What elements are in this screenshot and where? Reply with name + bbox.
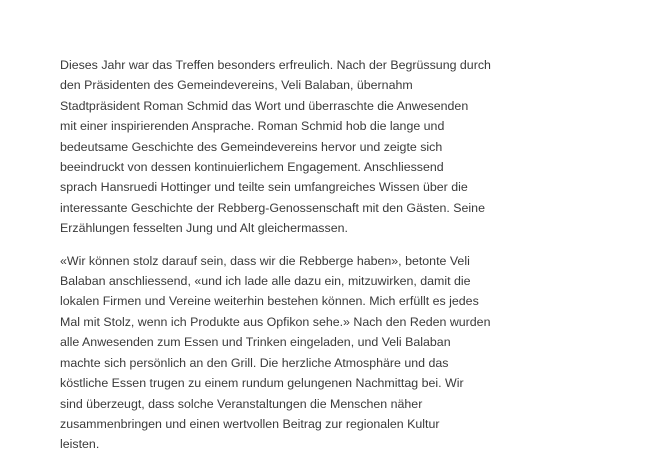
text-line: alle Anwesenden zum Essen und Trinken eingeladen, und Veli Balaban [60,335,451,350]
text-line: «Wir können stolz darauf sein, dass wir die Rebberge haben», betonte Veli [60,253,470,268]
text-line: köstliche Essen trugen zu einem rundum gelungenen Nachmittag bei. Wir [60,376,464,391]
paragraph-1 [60,55,491,239]
text-line: sprach Hansruedi Hottinger und teilte sein umfangreiches Wissen über die [60,180,468,195]
text-line: bedeutsame Geschichte des Gemeindevereins hervor und zeigte sich [60,139,443,154]
text-line: lokalen Firmen und Vereine weiterhin bestehen können. Mich erfüllt es jedes [60,294,479,309]
text-line: Stadtpräsident Roman Schmid das Wort und überraschte die Anwesenden [60,98,469,113]
text-line: Dieses Jahr war das Treffen besonders erfreulich. Nach der Begrüssung durch [60,58,491,72]
text-line: leisten. [60,437,100,452]
text-line: Mal mit Stolz, wenn ich Produkte aus Opfikon sehe.» Nach den Reden wurden [60,314,491,329]
text-line: Erzählungen fesselten Jung und Alt gleichermassen. [60,221,348,236]
article-body [60,55,491,467]
text-line: machte sich persönlich an den Grill. Die herzliche Atmosphäre und das [60,355,449,370]
text-line: den Präsidenten des Gemeindevereins, Veli Balaban, übernahm [60,78,413,93]
text-line: zusammenbringen und einen wertvollen Beitrag zur regionalen Kultur [60,416,440,431]
text-line: interessante Geschichte der Rebberg-Genossenschaft mit den Gästen. Seine [60,200,485,215]
text-line: beeindruckt von dessen kontinuierlichem Engagement. Anschliessend [60,160,444,175]
text-line: Balaban anschliessend, «und ich lade alle dazu ein, mitzuwirken, damit die [60,274,471,289]
paragraph-2 [60,251,491,455]
text-line: sind überzeugt, dass solche Veranstaltungen die Menschen näher [60,396,423,411]
text-line: mit einer inspirierenden Ansprache. Roman Schmid hob die lange und [60,119,445,134]
